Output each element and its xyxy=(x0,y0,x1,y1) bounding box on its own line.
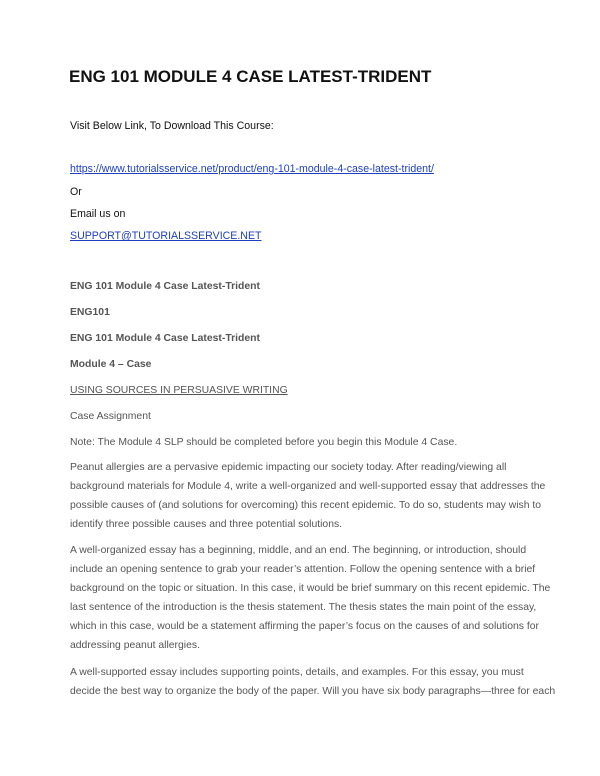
paragraph-2-line: include an opening sentence to grab your reader’s attention. Follow the opening sentence with a brief xyxy=(70,564,536,576)
paragraph-2-line: which in this case, would be a statement affirming the paper’s focus on the causes of and solutions for xyxy=(70,621,540,633)
paragraph-1-line: background materials for Module 4, write a well-organized and well-supported essay that addresses the xyxy=(70,481,546,493)
or-text: Or xyxy=(70,186,82,198)
heading-1: ENG 101 Module 4 Case Latest-Trident xyxy=(70,281,260,292)
paragraph-2-line: background on the topic or situation. In this case, it would be brief summary on this recent epidemic. The xyxy=(70,583,551,595)
case-assignment: Case Assignment xyxy=(70,411,151,422)
paragraph-2-line: addressing peanut allergies. xyxy=(70,640,200,652)
support-email-line xyxy=(70,230,261,242)
section-title-line xyxy=(70,385,288,396)
section-title: USING SOURCES IN PERSUASIVE WRITING xyxy=(70,385,288,396)
course-url-link[interactable]: https://www.tutorialsservice.net/product/eng-101-module-4-case-latest-trident/ xyxy=(70,163,434,175)
paragraph-1-line: identify three possible causes and three potential solutions. xyxy=(70,519,343,531)
email-us-text: Email us on xyxy=(70,208,126,220)
note-text: Note: The Module 4 SLP should be completed before you begin this Module 4 Case. xyxy=(70,437,458,448)
visit-text: Visit Below Link, To Download This Course: xyxy=(70,120,274,132)
heading-3: ENG 101 Module 4 Case Latest-Trident xyxy=(70,333,260,344)
paragraph-3-line: A well-supported essay includes supporting points, details, and examples. For this essay, you must xyxy=(70,667,524,678)
paragraph-3-line: decide the best way to organize the body of the paper. Will you have six body paragraphs—three for each xyxy=(70,686,556,698)
paragraph-2-line: A well-organized essay has a beginning, middle, and an end. The beginning, or introduction, should xyxy=(70,545,527,556)
page-title: ENG 101 MODULE 4 CASE LATEST-TRIDENT xyxy=(69,67,432,86)
heading-2: ENG101 xyxy=(70,307,110,318)
paragraph-1-line: Peanut allergies are a pervasive epidemic impacting our society today. After reading/viewing all xyxy=(70,462,507,473)
paragraph-1 xyxy=(70,458,546,534)
paragraph-2 xyxy=(70,541,551,656)
paragraph-1-line: possible causes of (and solutions for overcoming) this recent epidemic. To do so, students may wish to xyxy=(70,500,542,512)
heading-4: Module 4 – Case xyxy=(70,359,152,370)
support-email-link[interactable]: SUPPORT@TUTORIALSSERVICE.NET xyxy=(70,230,262,242)
course-link-line xyxy=(70,163,434,175)
paragraph-2-line: last sentence of the introduction is the thesis statement. The thesis states the main point of the essay, xyxy=(70,602,537,614)
paragraph-3 xyxy=(70,663,556,701)
